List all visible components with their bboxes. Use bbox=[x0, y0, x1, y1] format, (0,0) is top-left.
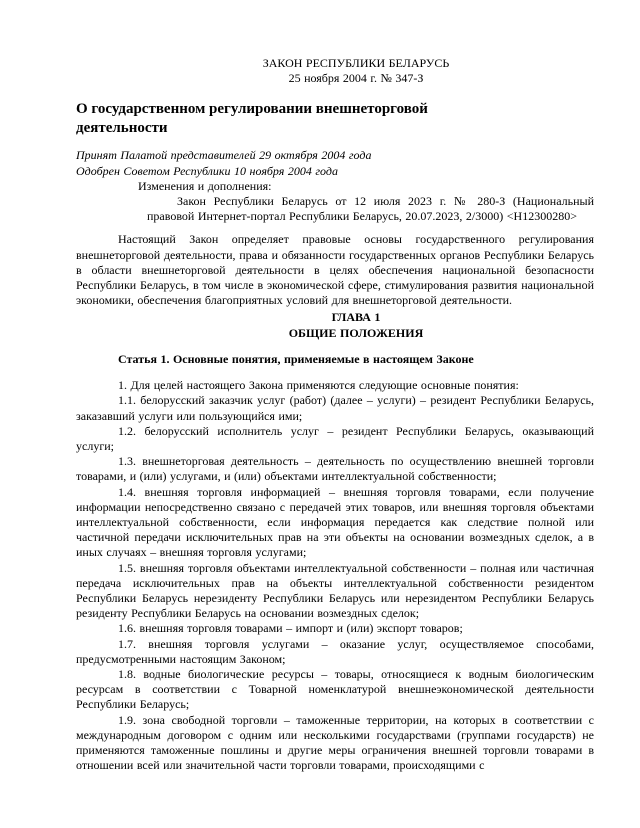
definition-item-1-7: 1.7. внешняя торговля услугами – оказание услуг, осуществляемое способами, предусмотренными настоящим Законом; bbox=[76, 636, 594, 666]
definition-item-1-6: 1.6. внешняя торговля товарами – импорт и (или) экспорт товаров; bbox=[118, 621, 463, 636]
definition-item-1-9: 1.9. зона свободной торговли – таможенные территории, на которых в соответствии с международным договором с одним или несколькими государствами (группами государств) не применяются таможенные пошлины и другие меры ограничения внешней торговли товарами в отношении всей или значительной части торговли товарами, происходящими с bbox=[76, 712, 594, 773]
law-type-line: ЗАКОН РЕСПУБЛИКИ БЕЛАРУСЬ bbox=[262, 56, 450, 70]
amendments-entry: Закон Республики Беларусь от 12 июля 2023 г. № 280-З (Национальный правовой Интернет-портал Республики Беларусь, 20.07.2023, 2/3000) <H12300280> bbox=[147, 194, 594, 224]
amendments-label: Изменения и дополнения: bbox=[138, 178, 272, 193]
document-body bbox=[76, 232, 594, 773]
definition-item-1-5: 1.5. внешняя торговля объектами интеллектуальной собственности – полная или частичная передача исключительных прав на объекты интеллектуальной собственности резидентом Республики Беларусь нерезиденту Республики Беларусь или нерезидентом Республики Беларусь резиденту Республики Беларусь на основании возмездных сделок; bbox=[76, 560, 594, 621]
preamble-paragraph: Настоящий Закон определяет правовые основы государственного регулирования внешнеторговой деятельности, права и обязанности государственных органов Республики Беларусь в области внешнеторговой деятельности в целях обеспечения национальной безопасности Республики Беларусь, в том числе в экономической сфере, стимулирования развития национальной экономики, обеспечения благоприятных условий для внешнеторговой деятельности. bbox=[76, 232, 594, 308]
chapter-title: ОБЩИЕ ПОЛОЖЕНИЯ bbox=[288, 325, 424, 340]
approved-line: Одобрен Советом Республики 10 ноября 2004 года bbox=[76, 163, 338, 178]
definition-item-1-3: 1.3. внешнеторговая деятельность – деятельность по осуществлению внешней торговли товарами, и (или) услугами, и (или) объектами интеллектуальной собственности; bbox=[76, 454, 594, 484]
definition-item-1-1: 1.1. белорусский заказчик услуг (работ) (далее – услуги) – резидент Республики Беларусь, заказавший услуги или пользующийся ими; bbox=[76, 393, 594, 423]
document-header bbox=[118, 56, 594, 86]
definition-item-1-8: 1.8. водные биологические ресурсы – товары, относящиеся к водным биологическим ресурсам в соответствии с Товарной номенклатурой внешнеэкономической деятельности Республики Беларусь; bbox=[76, 666, 594, 712]
article-1-intro: 1. Для целей настоящего Закона применяются следующие основные понятия: bbox=[118, 378, 519, 393]
law-date-number-line: 25 ноября 2004 г. № 347-З bbox=[288, 71, 424, 86]
adoption-block bbox=[76, 148, 594, 224]
chapter-number: ГЛАВА 1 bbox=[331, 310, 381, 325]
adopted-line: Принят Палатой представителей 29 октября 2004 года bbox=[76, 148, 372, 163]
definition-item-1-4: 1.4. внешняя торговля информацией – внешняя торговля товарами, если получение информации непосредственно связано с передачей этих товаров, или внешняя торговля объектами интеллектуальной собственности, если информация передается как следствие полной или частичной передачи исключительных прав на эти объекты на основании возмездных сделок, а в иных случаях – внешняя торговля услугами; bbox=[76, 484, 594, 560]
law-title: О государственном регулировании внешнеторговой деятельности bbox=[76, 101, 428, 137]
article-1-heading: Статья 1. Основные понятия, применяемые в настоящем Законе bbox=[118, 351, 474, 366]
definition-item-1-2: 1.2. белорусский исполнитель услуг – резидент Республики Беларусь, оказывающий услуги; bbox=[76, 423, 594, 453]
